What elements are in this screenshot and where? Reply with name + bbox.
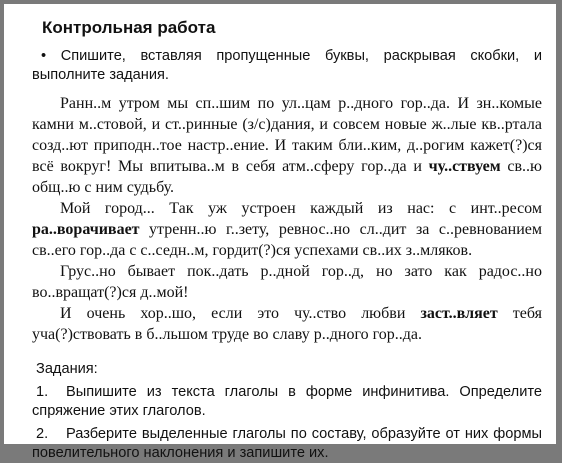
task-item-2 bbox=[32, 425, 542, 463]
paragraph-1 bbox=[32, 93, 542, 198]
task-text-1: Выпишите из текста глаголы в форме инфинитива. Определите спряжение этих глаголов. bbox=[32, 384, 542, 419]
task-number-2: 2. bbox=[36, 426, 49, 442]
task-text-2: Разберите выделенные глаголы по составу, образуйте от них формы повелительного наклонения и запишите их. bbox=[32, 426, 542, 461]
dictation-text bbox=[32, 93, 542, 345]
task-number-1: 1. bbox=[36, 384, 49, 400]
page-title: Контрольная работа bbox=[42, 18, 216, 37]
highlighted-verb-1: чу..ствуем bbox=[428, 158, 501, 175]
highlighted-verb-3: заст..вляет bbox=[420, 305, 498, 322]
task-item-1 bbox=[32, 383, 542, 421]
worksheet-page bbox=[4, 4, 556, 461]
paragraph-1-text-a: Ранн..м утром мы сп..шим по ул..цам р..дного гор..да. И зн..комые камни м..стовой, и ст..ринные (з/с)дания, и совсем новые ж..лые кв..ртала созд..ют приподн..тое настр..ение. И таким бли..ким, д..рогим кажет(?)ся всё вокруг! Мы впитыва..м в себя атм..сферу гор..да и bbox=[32, 95, 542, 175]
instruction-text: • Спишите, вставляя пропущенные буквы, раскрывая скобки, и выполните задания. bbox=[32, 48, 542, 83]
tasks-heading: Задания: bbox=[36, 361, 98, 377]
highlighted-verb-2: ра..ворачивает bbox=[32, 221, 140, 238]
paragraph-4-text-b: тебя уча(?)ствовать в б..льшом труде во славу р..дного гор..да. bbox=[32, 305, 542, 343]
paragraph-2-text-a: Мой город... Так уж устроен каждый из нас: с инт..ресом bbox=[60, 200, 542, 217]
paragraph-3: Грус..но бывает пок..дать р..дной гор..д, но зато как радос..но во..вращат(?)ся д..мой! bbox=[32, 263, 542, 301]
paragraph-2 bbox=[32, 198, 542, 261]
paragraph-2-text-b: утренн..ю г..зету, ревнос..но сл..дит за с..ревнованием св..его гор..да с с..седн..м, гордит(?)ся успехами св..их з..мляков. bbox=[32, 221, 542, 259]
paragraph-4 bbox=[32, 303, 542, 345]
paragraph-1-text-b: св..ю общ..ю с ним судьбу. bbox=[32, 158, 542, 196]
paragraph-4-text-a: И очень хор..шо, если это чу..ство любви bbox=[60, 305, 421, 322]
